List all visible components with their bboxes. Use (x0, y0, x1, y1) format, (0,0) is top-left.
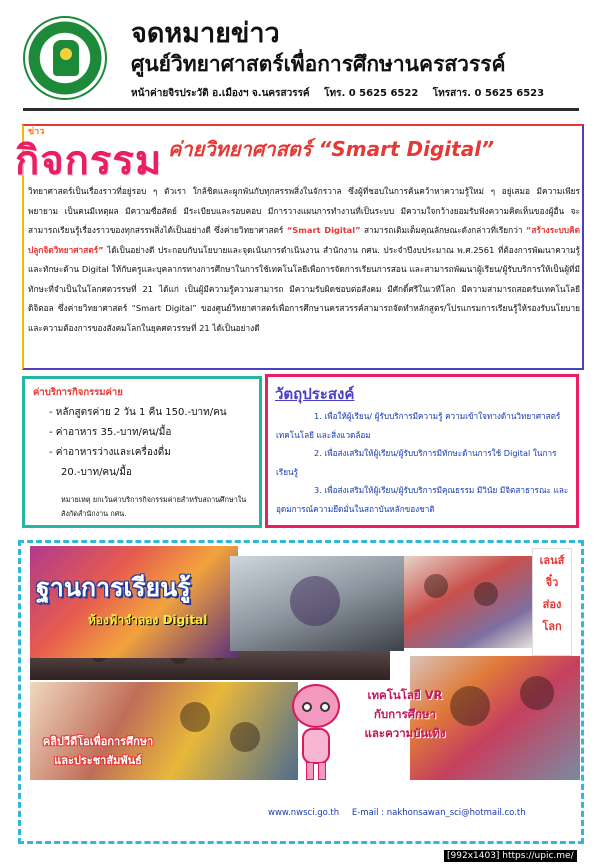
activity-description (28, 182, 580, 338)
video-clip-label-line: และประชาสัมพันธ์ (54, 754, 142, 767)
fees-note: หมายเหตุ ยกเว้นค่าบริการกิจกรรมค่ายสำหรับสถานศึกษาในสังกัดสำนักงาน กศน. (61, 495, 247, 518)
fee-item: - ค่าอาหารว่างและเครื่องดื่ม (49, 447, 171, 458)
fee-item: - หลักสูตรค่าย 2 วัน 1 คืน 150.-บาท/คน (49, 407, 227, 418)
video-clip-label-line: คลิปวีดีโอเพื่อการศึกษา (42, 735, 154, 748)
email-link[interactable]: E-mail : nakhonsawan_sci@hotmail.co.th (351, 808, 526, 818)
fee-item: 20.-บาท/คน/มื้อ (61, 467, 132, 478)
lens-label-line: ส่อง (542, 598, 562, 611)
stations-banner: ฐานการเรียนรู้ (36, 573, 191, 602)
activity-heading: กิจกรรม (15, 138, 163, 184)
lens-label (534, 550, 570, 638)
footer (268, 808, 536, 818)
activity-para-3: ได้เป็นอย่างดี ประกอบกับนโยบายและจุดเน้นการดำเนินงาน สำนักงาน กศน. ประจำปีงบประมาณ พ.ศ.2561 ที่ต้องการพัฒนาความรู้และทักษะด้าน Digital ให้กับครูและบุคลากรทางการศึกษาในการใช้เทคโนโลยีเพื่อการจัดการเรียนการสอน และสามารถพัฒนาผู้เรียน/ผู้รับบริการให้เป็นผู้ที่มีทักษะที่จำเป็นในโลกศตวรรษที่ 21 ได้แก่ เป็นผู้มีความรู้ความสามารถ มีความรับผิดชอบต่อสังคม มีศักดิ์ศรีในเวทีโลก มีความสามารถสอดรับเทคโนโลยีดิจิตอล ซึ่งค่ายวิทยาศาสตร์ “Smart Digital” ของศูนย์วิทยาศาสตร์เพื่อการศึกษานครสวรรค์สามารถจัดทำหลักสูตร/โปรแกรมการเรียนรู้ให้รองรับนโยบายและความต้องการของสังคมโลกในยุคศตวรรษที่ 21 ได้เป็นอย่างดี (28, 244, 580, 333)
video-clip-label (28, 732, 168, 770)
microscope-photo (230, 556, 404, 651)
address: หน้าค่ายจิรประวัติ อ.เมืองฯ จ.นครสวรรค์ (131, 88, 310, 99)
center-logo-icon (23, 16, 107, 100)
planetarium-label: ห้องฟ้าจำลอง Digital (88, 613, 208, 627)
activity-para-1: วิทยาศาสตร์เป็นเรื่องราวที่อยู่รอบ ๆ ตัวเรา ใกล้ชิดและผูกพันกับทุกสรรพสิ่งในจักรวาล ซึ่งผู้ที่ชอบในการค้นคว้าหาความรู้ใหม่ ๆ อยู่เสมอ มีความเพียรพยายาม เป็นคนมีเหตุผล มีความซื่อสัตย์ มีระเบียบและรอบคอบ มีการวางแผนการทำงานที่เป็นระบบ มีความใจกว้างยอมรับฟังความคิดเห็นของผู้อื่น จะสามารถเรียนรู้เรื่องราวของทุกสรรพสิ่งได้เป็นอย่างดี ซึ่งค่ายวิทยาศาสตร์ (28, 186, 580, 235)
lens-label-line: จิ๋ว (545, 576, 559, 589)
fax: โทรสาร. 0 5625 6523 (432, 88, 545, 99)
fees-box (22, 376, 262, 528)
center-name: ศูนย์วิทยาศาสตร์เพื่อการศึกษานครสวรรค์ (131, 52, 506, 76)
contact-line (131, 86, 555, 101)
website-link[interactable]: www.nwsci.go.th (268, 808, 340, 818)
vr-label-line: กับการศึกษา (373, 707, 437, 721)
header-divider (23, 108, 579, 111)
objectives-title: วัตถุประสงค์ (275, 385, 355, 403)
newsletter-title: จดหมายข่าว (131, 18, 280, 49)
activity-badge: ข่าว (28, 127, 45, 137)
lens-label-line: โลก (542, 620, 562, 633)
objective-item: 1. เพื่อให้ผู้เรียน/ ผู้รับบริการมีความรู้ ความเข้าใจทางด้านวิทยาศาสตร์ เทคโนโลยี และสิ่งแวดล้อม (276, 411, 561, 440)
phone: โทร. 0 5625 6522 (324, 88, 419, 99)
camp-title: ค่ายวิทยาศาสตร์ “Smart Digital” (168, 137, 494, 161)
watermark: [992x1403] https://upic.me/ (444, 850, 577, 862)
lens-label-line: เลนส์ (539, 554, 565, 567)
fees-title: ค่าบริการกิจกรรมค่าย (33, 387, 123, 398)
lens-activity-photo (404, 556, 532, 648)
vr-label-line: และความบันเทิง (364, 726, 446, 740)
objectives-box (265, 374, 579, 528)
camp-slogan: “สร้างระบบคิด ปลูกจิตวิทยาศาสตร์” (28, 225, 580, 255)
fee-item: - ค่าอาหาร 35.-บาท/คน/มื้อ (49, 427, 172, 438)
objective-item: 3. เพื่อส่งเสริมให้ผู้เรียน/ผู้รับบริการมีคุณธรรม มีวินัย มีจิตสาธารณะ และอุดมการณ์ความยึดมั่นในสถาบันหลักของชาติ (276, 485, 569, 514)
mascot-icon (286, 684, 346, 784)
vr-label (345, 686, 465, 743)
vr-label-line: เทคโนโลยี VR (367, 688, 443, 702)
objective-item: 2. เพื่อส่งเสริมให้ผู้เรียน/ผู้รับบริการมีทักษะด้านการใช้ Digital ในการเรียนรู้ (276, 448, 557, 477)
activity-para-2: สามารถเติมเต็มคุณลักษณะดังกล่าวที่เรียกว่า (363, 225, 523, 235)
camp-name: “Smart Digital” (286, 225, 361, 235)
